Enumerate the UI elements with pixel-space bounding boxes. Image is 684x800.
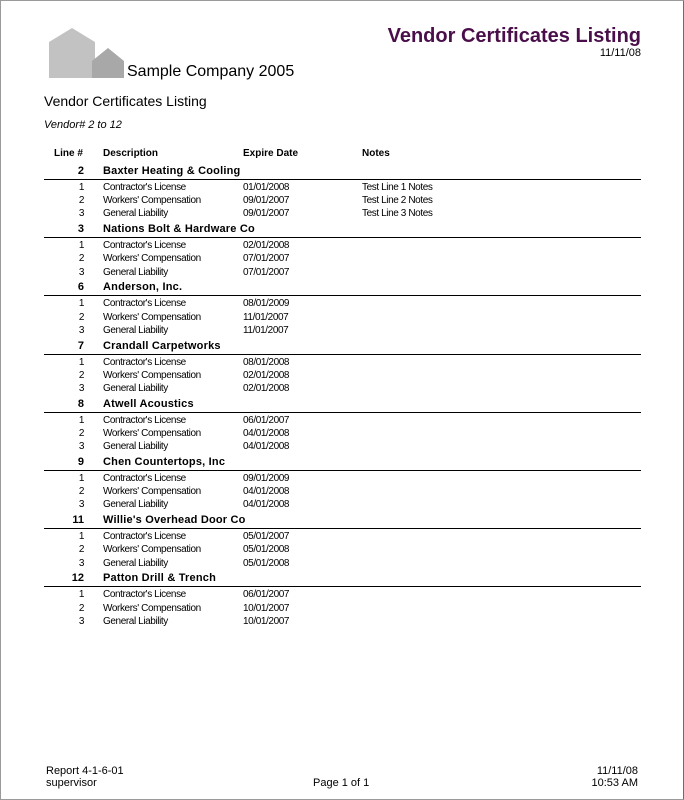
- expire-date: 07/01/2007: [243, 266, 290, 278]
- expire-date: 07/01/2007: [243, 253, 290, 265]
- certificate-row: [44, 441, 641, 454]
- vendor-name: Willie's Overhead Door Co: [103, 514, 246, 527]
- certificate-description: General Liability: [103, 441, 168, 453]
- certificate-description: Workers' Compensation: [103, 369, 201, 381]
- certificate-row: [44, 370, 641, 383]
- certificate-description: Workers' Compensation: [103, 428, 201, 439]
- expire-date: 11/01/2007: [243, 324, 289, 336]
- expire-date: 09/01/2007: [243, 195, 290, 207]
- certificate-description: Contractor's License: [103, 240, 186, 252]
- certificate-description: General Liability: [103, 324, 168, 336]
- certificate-description: Contractor's License: [103, 298, 186, 310]
- line-number: 3: [78, 383, 84, 394]
- certificate-row: [44, 267, 641, 280]
- certificate-description: General Liability: [103, 615, 168, 627]
- certificate-row: [44, 195, 641, 208]
- certificate-row: [44, 357, 641, 370]
- vendor-name: Crandall Carpetworks: [103, 339, 221, 352]
- certificate-notes: Test Line 2 Notes: [362, 195, 433, 207]
- line-number: 1: [78, 298, 84, 310]
- certificate-description: Contractor's License: [103, 473, 186, 484]
- footer-date: 11/11/08: [596, 765, 638, 777]
- column-header-notes: Notes: [362, 148, 390, 159]
- column-header-description: Description: [103, 148, 159, 159]
- vendor-name: Atwell Acoustics: [103, 397, 194, 410]
- expire-date: 05/01/2008: [243, 557, 290, 569]
- expire-date: 06/01/2007: [243, 414, 290, 426]
- footer-user: supervisor: [46, 777, 97, 789]
- line-number: 2: [78, 428, 84, 439]
- line-number: 3: [78, 208, 84, 220]
- vendor-number: 8: [77, 397, 84, 410]
- report-title: Vendor Certificates Listing: [387, 25, 641, 47]
- certificate-row: [44, 473, 641, 486]
- vendor-group-header: [44, 281, 641, 296]
- line-number: 2: [78, 369, 84, 381]
- expire-date: 05/01/2008: [243, 544, 290, 556]
- line-number: 1: [78, 356, 84, 368]
- vendor-name: Patton Drill & Trench: [103, 572, 216, 585]
- expire-date: 06/01/2007: [243, 589, 290, 601]
- expire-date: 10/01/2007: [243, 602, 290, 614]
- certificate-description: General Liability: [103, 208, 168, 220]
- vendor-number: 12: [71, 572, 84, 585]
- line-number: 2: [78, 602, 84, 614]
- certificate-description: General Liability: [103, 266, 168, 278]
- vendor-number: 9: [77, 456, 84, 468]
- certificate-row: [44, 312, 641, 325]
- certificate-row: [44, 616, 641, 629]
- expire-date: 04/01/2008: [243, 428, 290, 439]
- expire-date: 08/01/2008: [243, 356, 290, 368]
- line-number: 2: [78, 544, 84, 556]
- certificate-description: General Liability: [103, 557, 168, 569]
- certificate-description: Contractor's License: [103, 589, 186, 601]
- expire-date: 09/01/2009: [243, 473, 290, 484]
- line-number: 1: [78, 473, 84, 484]
- certificate-row: [44, 182, 641, 195]
- expire-date: 02/01/2008: [243, 383, 290, 394]
- company-name: Sample Company 2005: [127, 63, 295, 80]
- footer-time: 10:53 AM: [591, 777, 638, 789]
- vendor-number: 6: [77, 281, 84, 294]
- report-date: 11/11/08: [599, 47, 641, 59]
- vendor-name: Anderson, Inc.: [103, 281, 183, 294]
- line-number: 3: [78, 441, 84, 453]
- vendor-number: 3: [77, 223, 84, 236]
- certificate-description: Workers' Compensation: [103, 486, 201, 498]
- certificate-description: Workers' Compensation: [103, 544, 201, 556]
- vendor-group-header: [44, 456, 641, 471]
- line-number: 1: [78, 182, 84, 193]
- certificate-row: [44, 383, 641, 396]
- footer-report-id: Report 4-1-6-01: [46, 765, 124, 777]
- line-number: 3: [78, 499, 84, 511]
- certificate-row: [44, 298, 641, 311]
- expire-date: 02/01/2008: [243, 240, 290, 252]
- line-number: 3: [78, 266, 84, 278]
- certificate-row: [44, 499, 641, 512]
- expire-date: 02/01/2008: [243, 369, 290, 381]
- expire-date: 09/01/2007: [243, 208, 290, 220]
- expire-date: 04/01/2008: [243, 441, 290, 453]
- column-header-expire-date: Expire Date: [243, 148, 299, 159]
- expire-date: 05/01/2007: [243, 531, 290, 543]
- certificate-row: [44, 415, 641, 428]
- line-number: 1: [78, 414, 84, 426]
- line-number: 2: [78, 311, 84, 323]
- expire-date: 11/01/2007: [243, 311, 289, 323]
- vendor-name: Chen Countertops, Inc: [103, 456, 226, 468]
- certificate-row: [44, 531, 641, 544]
- certificate-description: General Liability: [103, 383, 168, 394]
- expire-date: 10/01/2007: [243, 615, 290, 627]
- expire-date: 08/01/2009: [243, 298, 290, 310]
- certificate-description: Contractor's License: [103, 414, 186, 426]
- expire-date: 01/01/2008: [243, 182, 290, 193]
- line-number: 1: [78, 240, 84, 252]
- certificate-description: Workers' Compensation: [103, 602, 201, 614]
- column-header-line: Line #: [54, 148, 83, 159]
- certificate-row: [44, 428, 641, 441]
- certificate-row: [44, 558, 641, 571]
- vendor-name: Baxter Heating & Cooling: [103, 165, 241, 177]
- line-number: 1: [78, 531, 84, 543]
- report-subtitle: Vendor Certificates Listing: [44, 93, 207, 109]
- certificate-description: Contractor's License: [103, 182, 186, 193]
- certificate-row: [44, 240, 641, 253]
- certificate-row: [44, 253, 641, 266]
- line-number: 2: [78, 195, 84, 207]
- line-number: 2: [78, 253, 84, 265]
- certificate-notes: Test Line 3 Notes: [362, 208, 433, 220]
- vendor-group-header: [44, 572, 641, 587]
- certificate-description: General Liability: [103, 499, 168, 511]
- vendor-number: 11: [72, 514, 84, 527]
- certificate-row: [44, 486, 641, 499]
- vendor-group-header: [44, 340, 641, 355]
- certificate-row: [44, 544, 641, 557]
- certificate-description: Workers' Compensation: [103, 253, 201, 265]
- certificate-description: Workers' Compensation: [103, 311, 201, 323]
- certificate-description: Contractor's License: [103, 531, 186, 543]
- company-logo: [48, 28, 126, 78]
- vendor-number: 7: [77, 339, 84, 352]
- certificate-description: Contractor's License: [103, 356, 186, 368]
- footer-page-number: Page 1 of 1: [313, 777, 370, 789]
- vendor-number: 2: [77, 165, 84, 177]
- line-number: 2: [78, 486, 84, 498]
- line-number: 1: [78, 589, 84, 601]
- vendor-name: Nations Bolt & Hardware Co: [103, 223, 255, 236]
- vendor-group-header: [44, 165, 641, 180]
- certificate-row: [44, 603, 641, 616]
- line-number: 3: [78, 615, 84, 627]
- certificate-notes: Test Line 1 Notes: [362, 182, 433, 193]
- certificate-description: Workers' Compensation: [103, 195, 201, 207]
- vendor-group-header: [44, 223, 641, 238]
- expire-date: 04/01/2008: [243, 499, 290, 511]
- expire-date: 04/01/2008: [243, 486, 290, 498]
- certificate-row: [44, 589, 641, 602]
- certificate-row: [44, 208, 641, 221]
- line-number: 3: [78, 324, 84, 336]
- vendor-range: Vendor# 2 to 12: [44, 119, 122, 131]
- line-number: 3: [78, 557, 84, 569]
- vendor-group-header: [44, 398, 641, 413]
- vendor-group-header: [44, 514, 641, 529]
- certificate-row: [44, 325, 641, 338]
